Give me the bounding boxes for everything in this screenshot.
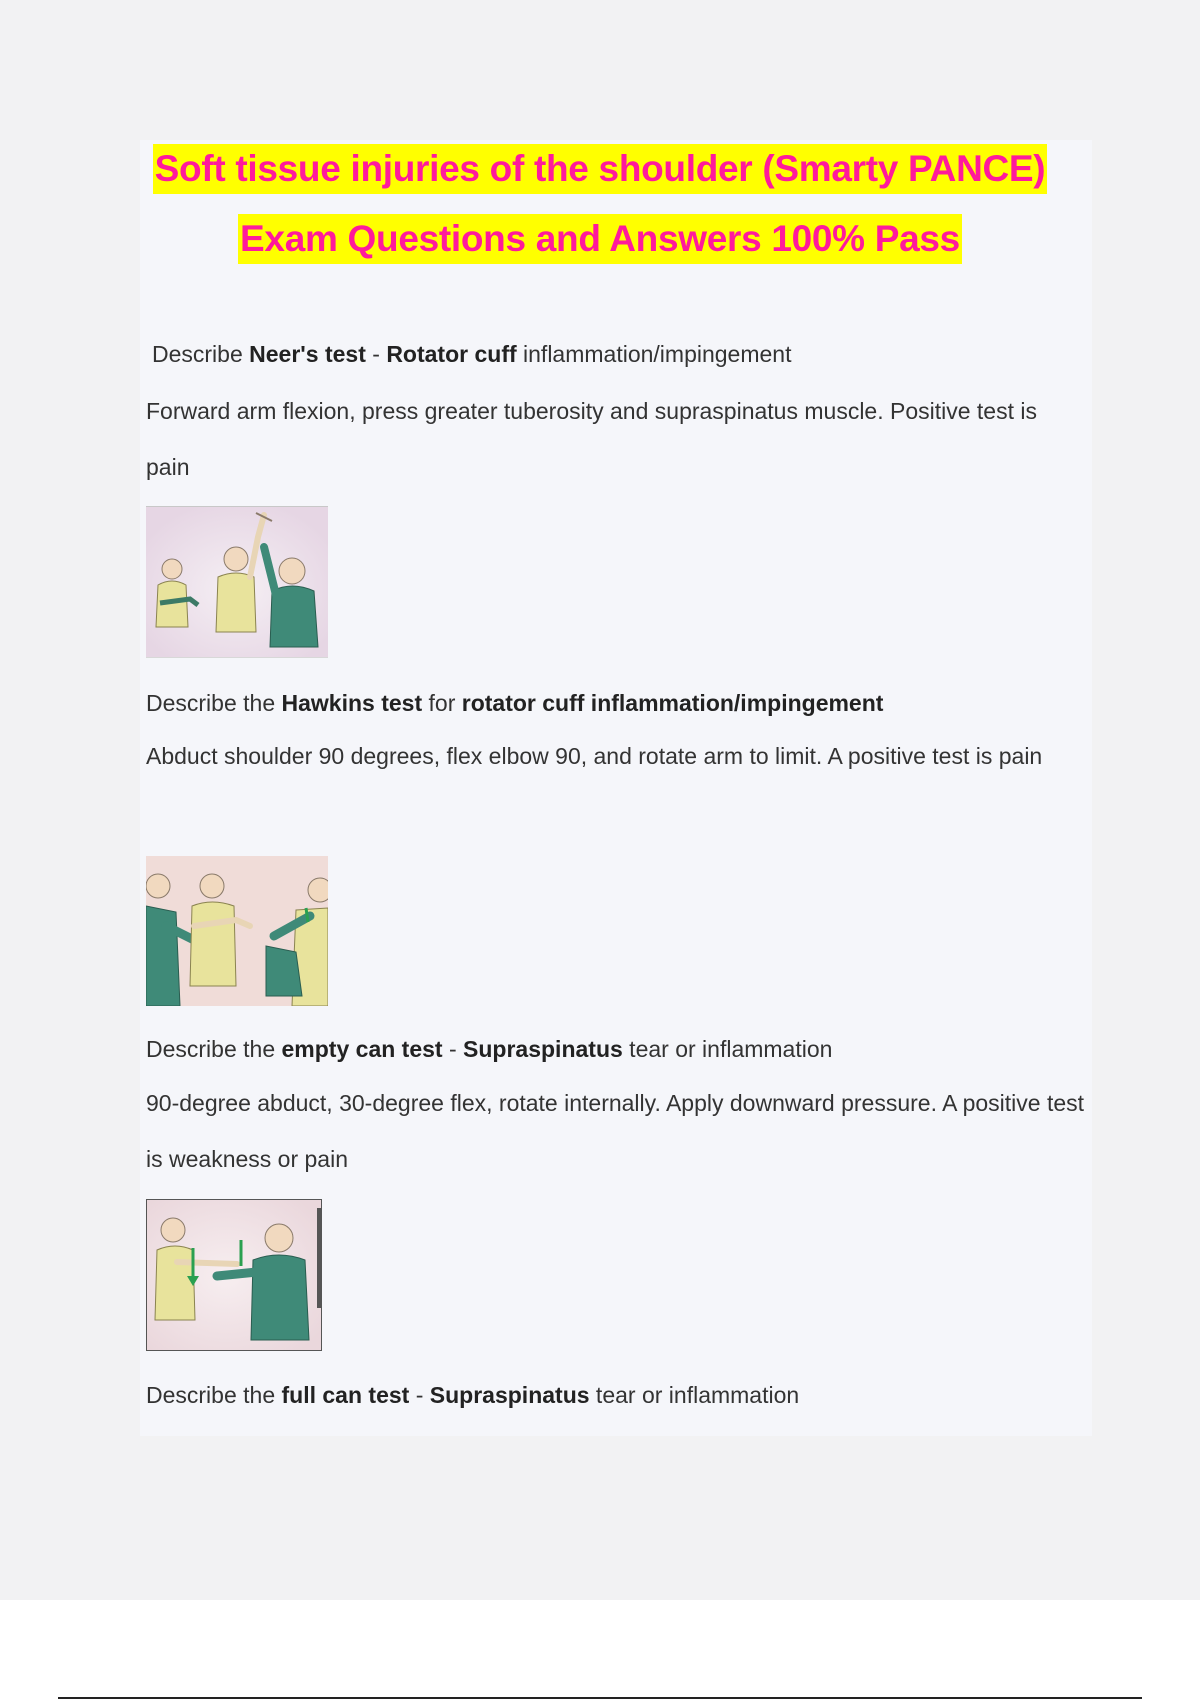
question-text: Describe Neer's test - Rotator cuff inflammation/impingement — [152, 341, 792, 367]
hawkins-figure-art — [146, 856, 328, 1006]
question-text: Describe the empty can test - Supraspinatus tear or inflammation — [146, 1036, 833, 1062]
question-text: Describe the Hawkins test for rotator cuff inflammation/impingement — [146, 690, 884, 716]
empty-can-test-illustration — [146, 1199, 322, 1351]
footer-divider — [58, 1697, 1142, 1699]
title-line-2: Exam Questions and Answers 100% Pass — [238, 214, 962, 264]
title-line-1: Soft tissue injuries of the shoulder (Smarty PANCE) — [153, 144, 1048, 194]
question-neer — [146, 339, 1086, 369]
hawkins-test-illustration — [146, 856, 328, 1006]
answer-neer: Forward arm flexion, press greater tuberosity and supraspinatus muscle. Positive test is pain — [146, 398, 1037, 480]
question-empty-can — [146, 1034, 1086, 1064]
answer-empty-can: 90-degree abduct, 30-degree flex, rotate internally. Apply downward pressure. A positive test is weakness or pain — [146, 1090, 1085, 1172]
empty-can-figure-art — [147, 1200, 322, 1351]
neer-figure-art — [146, 507, 328, 657]
page-footer — [0, 1600, 1200, 1700]
answer-hawkins: Abduct shoulder 90 degrees, flex elbow 90, and rotate arm to limit. A positive test is pain — [146, 743, 1043, 769]
document-title — [0, 144, 1200, 264]
neer-test-illustration — [146, 506, 328, 658]
question-hawkins — [146, 688, 1086, 718]
question-full-can — [146, 1380, 1086, 1410]
question-text: Describe the full can test - Supraspinatus tear or inflammation — [146, 1382, 800, 1408]
